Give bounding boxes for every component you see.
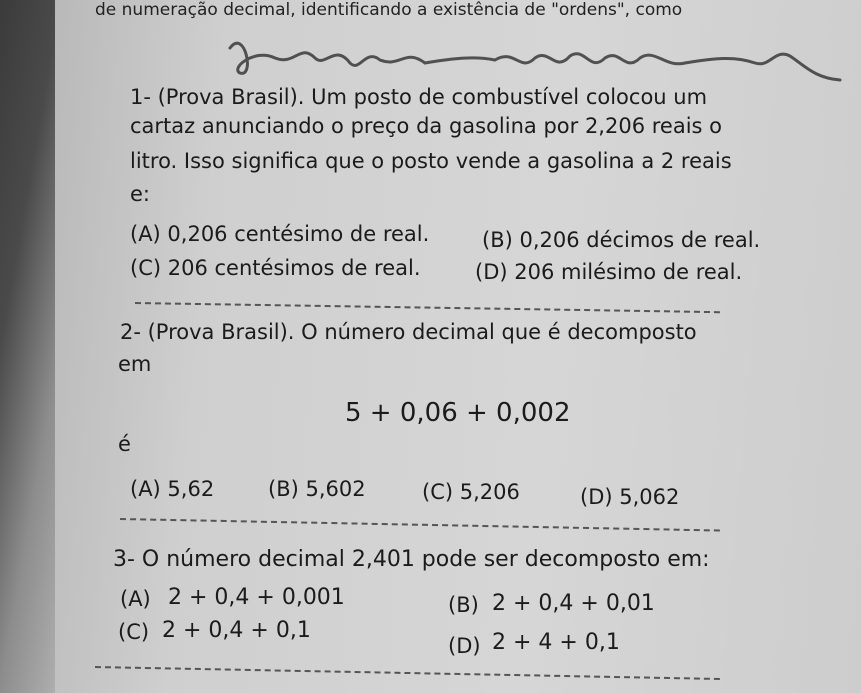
q1-line-3: litro. Isso significa que o posto vende a gasolina a 2 reais bbox=[130, 149, 732, 173]
q2-line-1: 2- (Prova Brasil). O número decimal que é decomposto bbox=[120, 320, 697, 344]
q3-option-c-expr: 2 + 0,4 + 0,1 bbox=[162, 618, 311, 643]
q1-option-c: (C) 206 centésimos de real. bbox=[130, 256, 421, 280]
q1-line-2: cartaz anunciando o preço da gasolina por 2,206 reais o bbox=[130, 114, 722, 138]
q2-option-d: (D) 5,062 bbox=[580, 485, 680, 509]
q2-option-a: (A) 5,62 bbox=[130, 477, 215, 501]
q3-option-b-expr: 2 + 0,4 + 0,01 bbox=[492, 591, 655, 616]
q1-option-b: (B) 0,206 décimos de real. bbox=[482, 228, 761, 252]
q3-option-a-expr: 2 + 0,4 + 0,001 bbox=[168, 585, 345, 610]
q2-expression: 5 + 0,06 + 0,002 bbox=[345, 398, 571, 428]
q3-option-b-label: (B) bbox=[448, 593, 479, 617]
q1-option-a: (A) 0,206 centésimo de real. bbox=[130, 222, 430, 246]
q3-question: 3- O número decimal 2,401 pode ser decomposto em: bbox=[113, 547, 710, 572]
q2-line-3: é bbox=[118, 432, 131, 456]
q2-option-c: (C) 5,206 bbox=[422, 480, 520, 504]
q3-option-c-label: (C) bbox=[118, 620, 150, 644]
q1-option-d: (D) 206 milésimo de real. bbox=[475, 260, 743, 284]
q3-option-d-expr: 2 + 4 + 0,1 bbox=[492, 630, 620, 655]
q2-line-2: em bbox=[118, 352, 152, 376]
header-text: de numeração decimal, identificando a existência de "ordens", como bbox=[95, 0, 683, 20]
q1-line-4: e: bbox=[130, 182, 150, 206]
q2-option-b: (B) 5,602 bbox=[268, 477, 366, 501]
q3-option-d-label: (D) bbox=[448, 634, 481, 658]
q1-line-1: 1- (Prova Brasil). Um posto de combustível colocou um bbox=[130, 85, 708, 109]
q3-option-a-label: (A) bbox=[120, 587, 151, 611]
